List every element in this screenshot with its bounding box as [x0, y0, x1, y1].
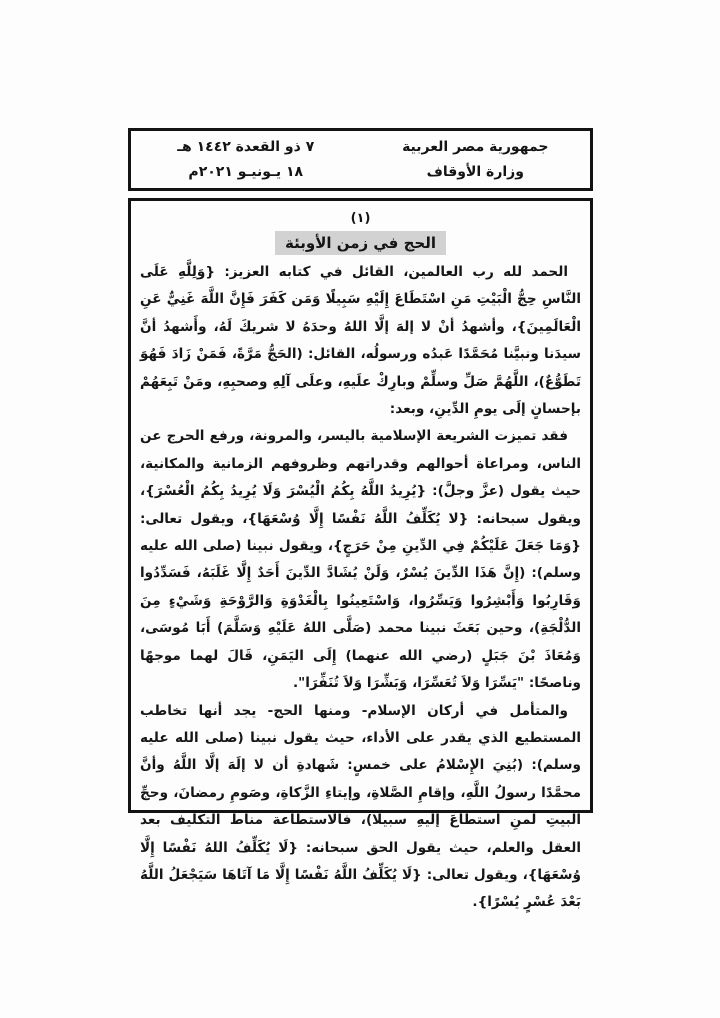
gregorian-date: ١٨ يـونيـو ٢٠٢١م — [188, 163, 304, 180]
paragraph-opening-praise: الحمد لله رب العالمين، القائل في كتابه العزيز: {وَلِلَّهِ عَلَى النَّاسِ حِجُّ الْبَيْتِ مَنِ اسْتَطَاعَ إِلَيْهِ سَبِيلًا وَمَن كَفَرَ فَإِنَّ اللَّهَ غَنِيٌّ عَنِ الْعَالَمِينَ}، وأشهدُ أنْ لا إلهَ إلَّا اللهُ وحدَهُ لا شريكَ لَهُ، وأَشهدُ أنَّ سيدَنا ونبيَّنا مُحَمَّدًا عَبدُه ورسولُه، القائل: (الحَجُّ مَرَّةً، فَمَنْ زَادَ فَهُوَ تَطَوُّعٌ)، اللَّهُمَّ صَلِّ وسلِّمْ وبارِكْ علَيهِ، وعلَى آلِهِ وصحبِهِ، ومَنْ تَبِعَهُمْ بإحسانٍ إلَى يومِ الدِّينِ، وبعد: — [140, 264, 581, 418]
country-name: جمهورية مصر العربية — [402, 138, 549, 155]
hijri-date: ٧ ذو القعدة ١٤٤٢ هـ — [177, 138, 315, 155]
paragraph-sharia-ease: فقد تميزت الشريعة الإسلامية باليسر، والمرونة، ورفع الحرج عن الناس، ومراعاة أحوالهم وقدراتهم وظروفهم الزمانية والمكانية، حيث يقول (عزَّ وجلَّ): {يُرِيدُ اللَّهُ بِكُمُ الْيُسْرَ وَلَا يُرِيدُ بِكُمُ الْعُسْرَ}، ويقول سبحانه: {لا يُكَلِّفُ اللَّهُ نَفْسًا إِلَّا وُسْعَهَا}، ويقول تعالى: {وَمَا جَعَلَ عَلَيْكُمْ فِي الدِّينِ مِنْ حَرَجٍ}، ويقول نبينا (صلى الله عليه وسلم): (إِنَّ هَذَا الدِّينَ يُسْرٌ، وَلَنْ يُشَادَّ الدِّينَ أَحَدٌ إِلَّا غَلَبَهُ، فَسَدِّدُوا وَقَارِبُوا وَأَبْشِرُوا وَيَسِّرُوا، وَاسْتَعِينُوا بِالْغَدْوَةِ وَالرَّوْحَةِ وَشَيْءٍ مِنَ الدُّلْجَةِ)، وحين بَعَثَ نبينا محمد (صَلَّى اللهُ عَلَيْهِ وَسَلَّمَ) أَبَا مُوسَى، وَمُعَاذَ بْنَ جَبَلٍ (رضي الله عنهما) إِلَى اليَمَنِ، قَالَ لهما موجهًا وناصحًا: "يَسِّرَا وَلاَ تُعَسِّرَا، وَبَشِّرَا وَلاَ تُنَفِّرَا". — [140, 428, 581, 692]
sermon-body-frame — [128, 198, 593, 911]
letterhead-authority — [361, 135, 591, 185]
letterhead — [128, 128, 593, 191]
document-title: الحج في زمن الأوبئة — [275, 231, 446, 255]
paragraph-pillars-capability: والمتأمل في أركان الإسلام- ومنها الحج- يجد أنها تخاطب المستطيع الذي يقدر على الأداء، حيث يقول نبينا (صلى الله عليه وسلم): (بُنِيَ الإِسْلامُ على خمسٍ: شَهادةِ أن لا إلَهَ إلَّا اللَّهُ وأنَّ محمَّدًا رسولُ اللَّهِ، وإقامِ الصَّلاةِ، وإيتاءِ الزَّكاةِ، وصَومِ رمضانَ، وحجِّ البيتِ لمنِ استطاعَ إليهِ سبيلًا)، فالاستطاعة مناط التكليف بعد العقل والعلم، حيث يقول الحق سبحانه: {لَا يُكَلِّفُ اللهُ نَفْسًا إِلَّا وُسْعَهَا}، ويقول تعالى: {لَا يُكَلِّفُ اللَّهُ نَفْسًا إِلَّا مَا آتَاهَا سَيَجْعَلُ اللَّهُ بَعْدَ عُسْرٍ يُسْرًا}. — [140, 702, 581, 911]
ministry-name: وزارة الأوقاف — [426, 163, 524, 180]
letterhead-dates — [131, 135, 361, 185]
document-number: (١) — [350, 211, 371, 226]
document-title-row — [140, 231, 581, 255]
